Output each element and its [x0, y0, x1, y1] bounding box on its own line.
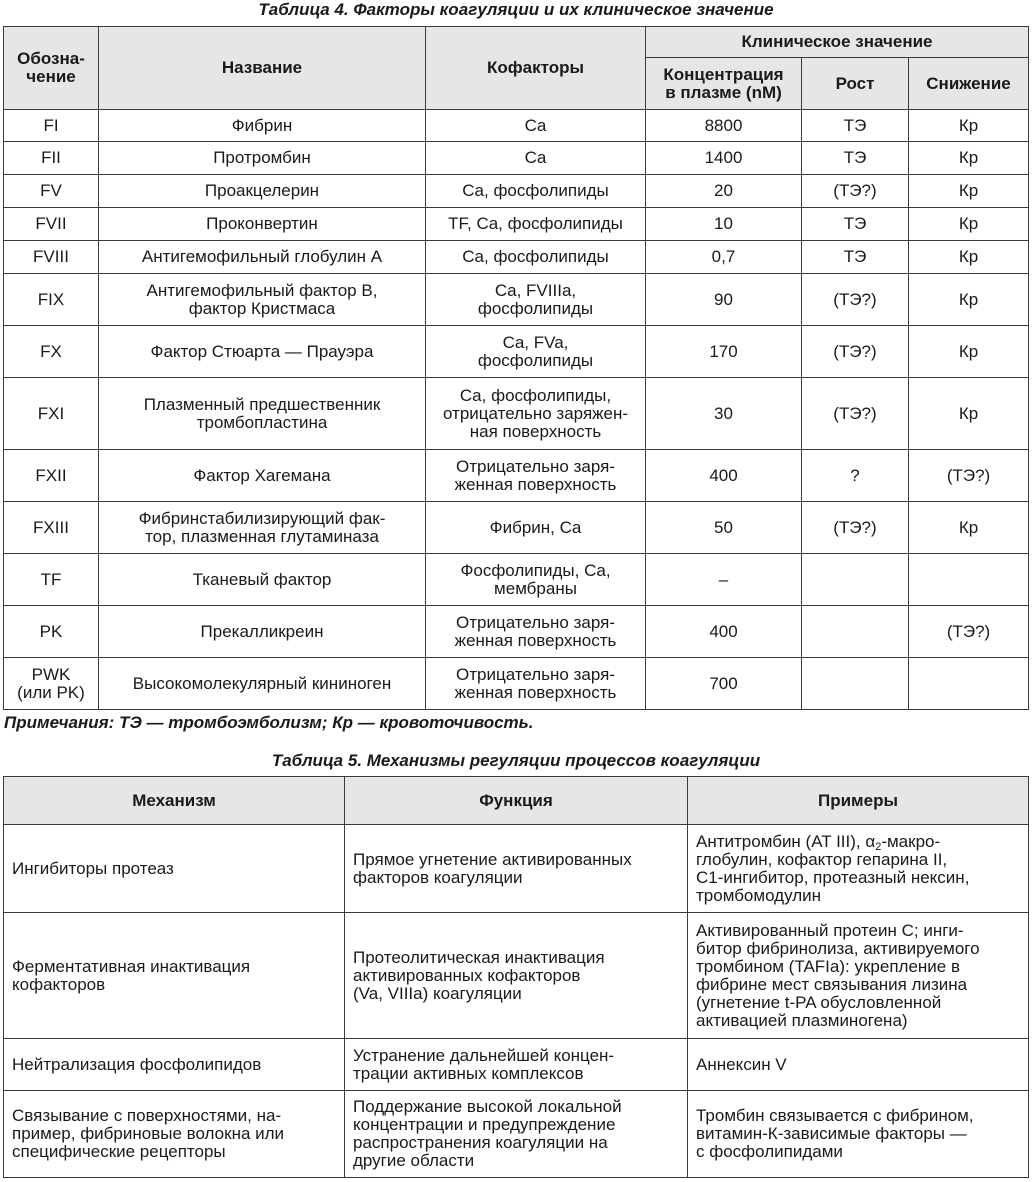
cell-name: Фактор Стюарта — Прауэра [99, 326, 426, 378]
header-concentration: Концентрация в плазме (nM) [646, 58, 802, 110]
table5-caption: Таблица 5. Механизмы регуляции процессов коагуляции [271, 751, 761, 770]
cell-concentration: 30 [646, 378, 802, 450]
cell-name: Фибринстабилизирующий фак- тор, плазменная глутаминаза [99, 502, 426, 554]
header-function: Функция [345, 777, 688, 825]
table-row [4, 378, 1029, 450]
cell-cofactors: Ca [426, 142, 646, 175]
cell-function: Поддержание высокой локальной концентрации и предупреждение распространения коагуляции на другие области [345, 1091, 688, 1178]
table-row [4, 502, 1029, 554]
coagulation-factors-table [3, 26, 1029, 710]
table-row [4, 450, 1029, 502]
cell-decrease [909, 554, 1029, 606]
cell-designation: FV [4, 175, 99, 208]
table-row [4, 606, 1029, 658]
table-row [4, 142, 1029, 175]
cell-concentration: 400 [646, 606, 802, 658]
cell-concentration: 400 [646, 450, 802, 502]
cell-increase [802, 658, 909, 710]
table-row [4, 326, 1029, 378]
cell-cofactors: Ca, фосфолипиды [426, 175, 646, 208]
cell-cofactors: Ca, фосфолипиды [426, 241, 646, 274]
cell-designation: FXII [4, 450, 99, 502]
cell-decrease: Кр [909, 110, 1029, 142]
cell-decrease: (ТЭ?) [909, 606, 1029, 658]
cell-decrease [909, 658, 1029, 710]
cell-designation: FII [4, 142, 99, 175]
cell-name: Фибрин [99, 110, 426, 142]
cell-concentration: 10 [646, 208, 802, 241]
cell-designation: FIX [4, 274, 99, 326]
cell-decrease: Кр [909, 378, 1029, 450]
header-decrease: Снижение [909, 58, 1029, 110]
cell-decrease: Кр [909, 208, 1029, 241]
table-row [4, 658, 1029, 710]
cell-concentration: 170 [646, 326, 802, 378]
cell-name: Антигемофильный фактор В, фактор Кристмаса [99, 274, 426, 326]
cell-function: Устранение дальнейшей концен- трации активных комплексов [345, 1039, 688, 1091]
cell-cofactors: Ca [426, 110, 646, 142]
table4-caption: Таблица 4. Факторы коагуляции и их клиническое значение [258, 0, 774, 19]
cell-concentration: – [646, 554, 802, 606]
cell-cofactors: Ca, FVIIIa, фосфолипиды [426, 274, 646, 326]
cell-designation: PK [4, 606, 99, 658]
cell-function: Прямое угнетение активированных факторов коагуляции [345, 825, 688, 913]
cell-concentration: 8800 [646, 110, 802, 142]
cell-increase: ТЭ [802, 142, 909, 175]
table-row [4, 913, 1029, 1039]
cell-concentration: 90 [646, 274, 802, 326]
cell-designation: FVII [4, 208, 99, 241]
cell-designation: FI [4, 110, 99, 142]
cell-decrease: Кр [909, 326, 1029, 378]
cell-increase: (ТЭ?) [802, 502, 909, 554]
cell-decrease: Кр [909, 241, 1029, 274]
table-row [4, 241, 1029, 274]
cell-concentration: 50 [646, 502, 802, 554]
cell-cofactors: Ca, фосфолипиды, отрицательно заряжен- ная поверхность [426, 378, 646, 450]
cell-function: Протеолитическая инактивация активированных кофакторов (Va, VIIIa) коагуляции [345, 913, 688, 1039]
table-row [4, 208, 1029, 241]
cell-concentration: 1400 [646, 142, 802, 175]
table-row [4, 274, 1029, 326]
cell-name: Проакцелерин [99, 175, 426, 208]
cell-mechanism: Ингибиторы протеаз [4, 825, 345, 913]
cell-increase: ТЭ [802, 241, 909, 274]
cell-increase: ? [802, 450, 909, 502]
cell-mechanism: Связывание с поверхностями, на- пример, фибриновые волокна или специфические рецепторы [4, 1091, 345, 1178]
cell-name: Тканевый фактор [99, 554, 426, 606]
cell-examples: Антитромбин (AT III), $\alpha_2-макро-$ глобулин, кофактор гепарина II, C1-ингибитор, протеазный нексин, тромбомодулин [688, 825, 1029, 913]
cell-decrease: Кр [909, 502, 1029, 554]
cell-cofactors: Фосфолипиды, Ca, мембраны [426, 554, 646, 606]
table-row [4, 554, 1029, 606]
cell-designation: FVIII [4, 241, 99, 274]
header-clinical: Клиническое значение [646, 27, 1029, 58]
cell-examples: Тромбин связывается с фибрином, витамин-К-зависимые факторы — с фосфолипидами [688, 1091, 1029, 1178]
cell-designation: PWK (или PK) [4, 658, 99, 710]
header-designation: Обозна- чение [4, 27, 99, 110]
table-row [4, 1039, 1029, 1091]
cell-examples: Активированный протеин С; инги- битор фибринолиза, активируемого тромбином (TAFIa): укрепление в фибрине мест связывания лизина (угнетение t-PA обусловленной активацией плазминогена) [688, 913, 1029, 1039]
cell-designation: FX [4, 326, 99, 378]
cell-increase [802, 554, 909, 606]
cell-cofactors: Ca, FVa, фосфолипиды [426, 326, 646, 378]
table-row [4, 825, 1029, 913]
table-row [4, 110, 1029, 142]
cell-concentration: 0,7 [646, 241, 802, 274]
cell-name: Плазменный предшественник тромбопластина [99, 378, 426, 450]
cell-cofactors: TF, Ca, фосфолипиды [426, 208, 646, 241]
cell-increase: ТЭ [802, 110, 909, 142]
cell-cofactors: Фибрин, Ca [426, 502, 646, 554]
cell-increase: (ТЭ?) [802, 175, 909, 208]
cell-name: Проконвертин [99, 208, 426, 241]
table-row [4, 175, 1029, 208]
cell-name: Протромбин [99, 142, 426, 175]
cell-examples: Аннексин V [688, 1039, 1029, 1091]
cell-increase: (ТЭ?) [802, 274, 909, 326]
cell-cofactors: Отрицательно заря- женная поверхность [426, 606, 646, 658]
cell-concentration: 20 [646, 175, 802, 208]
cell-increase: (ТЭ?) [802, 326, 909, 378]
cell-cofactors: Отрицательно заря- женная поверхность [426, 658, 646, 710]
cell-designation: TF [4, 554, 99, 606]
cell-increase: ТЭ [802, 208, 909, 241]
header-examples: Примеры [688, 777, 1029, 825]
cell-decrease: Кр [909, 274, 1029, 326]
cell-increase: (ТЭ?) [802, 378, 909, 450]
cell-increase [802, 606, 909, 658]
table4-note: Примечания: ТЭ — тромбоэмболизм; Кр — кровоточивость. [4, 713, 534, 732]
header-name: Название [99, 27, 426, 110]
cell-name: Высокомолекулярный кининоген [99, 658, 426, 710]
cell-decrease: Кр [909, 142, 1029, 175]
header-increase: Рост [802, 58, 909, 110]
header-cofactors: Кофакторы [426, 27, 646, 110]
cell-name: Фактор Хагемана [99, 450, 426, 502]
cell-designation: FXI [4, 378, 99, 450]
cell-name: Антигемофильный глобулин А [99, 241, 426, 274]
cell-cofactors: Отрицательно заря- женная поверхность [426, 450, 646, 502]
table-row [4, 1091, 1029, 1178]
cell-mechanism: Нейтрализация фосфолипидов [4, 1039, 345, 1091]
cell-designation: FXIII [4, 502, 99, 554]
coagulation-regulation-table [3, 776, 1029, 1178]
cell-name: Прекалликреин [99, 606, 426, 658]
cell-decrease: (ТЭ?) [909, 450, 1029, 502]
cell-decrease: Кр [909, 175, 1029, 208]
cell-concentration: 700 [646, 658, 802, 710]
header-mechanism: Механизм [4, 777, 345, 825]
cell-mechanism: Ферментативная инактивация кофакторов [4, 913, 345, 1039]
